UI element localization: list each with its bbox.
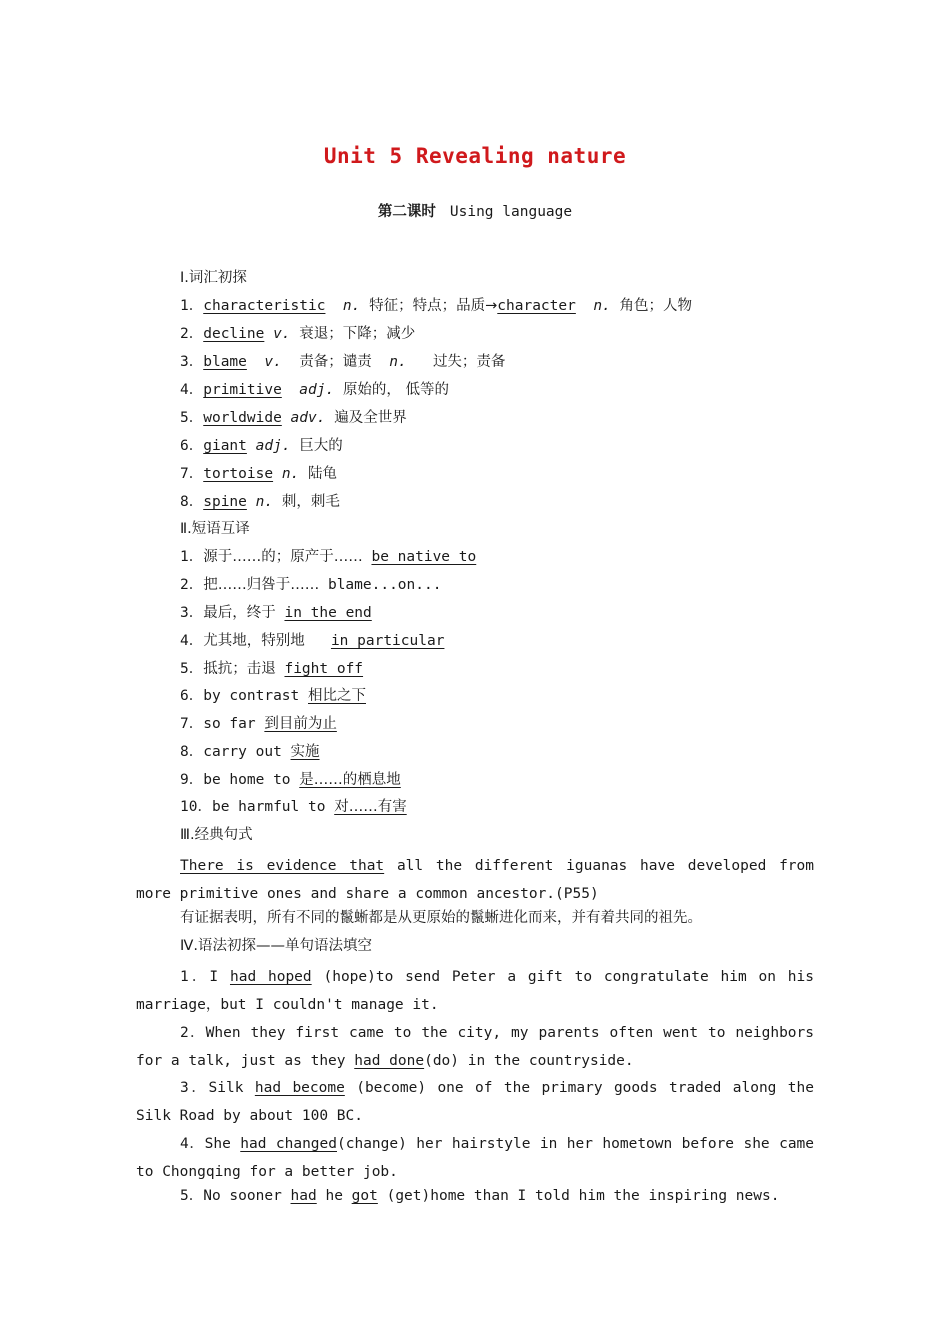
section2-heading: Ⅱ.短语互译 <box>180 521 250 537</box>
phrase-item: 7．so far 到目前为止 <box>180 716 337 732</box>
grammar-question: 1．I had hoped (hope)to send Peter a gift to congratulate him on his marriage，but I couldn't manage it. <box>136 969 814 1013</box>
phrase-item: 1．源于……的；原产于…… be native to <box>180 549 477 565</box>
vocab-item: 5．worldwide adv. 遍及全世界 <box>180 410 407 426</box>
section1-heading: Ⅰ.词汇初探 <box>180 270 247 286</box>
lesson-label: 第二课时 <box>377 204 436 220</box>
vocab-item: 2．decline v. 衰退；下降；减少 <box>180 326 416 342</box>
lesson-topic: Using language <box>449 204 573 220</box>
grammar-question: 5．No sooner had he got (get)home than I told him the inspiring news. <box>180 1188 780 1204</box>
phrase-item: 5．抵抗；击退 fight off <box>180 661 364 677</box>
grammar-question: 2．When they first came to the city, my parents often went to neighbors for a talk, just as they had done(do) in the countryside. <box>136 1025 814 1069</box>
grammar-question: 4．She had changed(change) her hairstyle in her hometown before she came to Chongqing for a better job. <box>136 1136 815 1180</box>
section4-heading: Ⅳ.语法初探——单句语法填空 <box>180 938 372 954</box>
phrase-item: 10．be harmful to 对……有害 <box>180 799 407 815</box>
phrase-item: 3．最后，终于 in the end <box>180 605 372 621</box>
phrase-item: 2．把……归咎于…… blame...on... <box>180 577 442 593</box>
phrase-item: 6．by contrast 相比之下 <box>180 688 366 704</box>
classic-sentence: There is evidence that all the different iguanas have developed from more primitive ones and share a common ancestor.(P55) <box>136 858 814 902</box>
section3-heading: Ⅲ.经典句式 <box>180 827 253 843</box>
phrase-item: 4．尤其地，特别地 in particular <box>180 633 445 649</box>
vocab-item: 4．primitive adj. 原始的， 低等的 <box>180 382 450 398</box>
phrase-item: 8．carry out 实施 <box>180 744 320 760</box>
page-subtitle <box>0 200 950 221</box>
vocab-item: 6．giant adj. 巨大的 <box>180 438 343 454</box>
classic-sentence-translation: 有证据表明，所有不同的鬣蜥都是从更原始的鬣蜥进化而来，并有着共同的祖先。 <box>180 910 702 926</box>
phrase-item: 9．be home to 是……的栖息地 <box>180 772 401 788</box>
vocab-item: 1．characteristic n. 特征；特点；品质→character n. 角色；人物 <box>180 298 693 314</box>
page-title: Unit 5 Revealing nature <box>323 144 627 168</box>
vocab-item: 7．tortoise n. 陆龟 <box>180 466 338 482</box>
vocab-item: 8．spine n. 刺，刺毛 <box>180 494 340 510</box>
grammar-question: 3．Silk had become (become) one of the primary goods traded along the Silk Road by about 100 BC. <box>136 1080 814 1124</box>
vocab-item: 3．blame v. 责备；谴责 n. 过失；责备 <box>180 354 506 370</box>
